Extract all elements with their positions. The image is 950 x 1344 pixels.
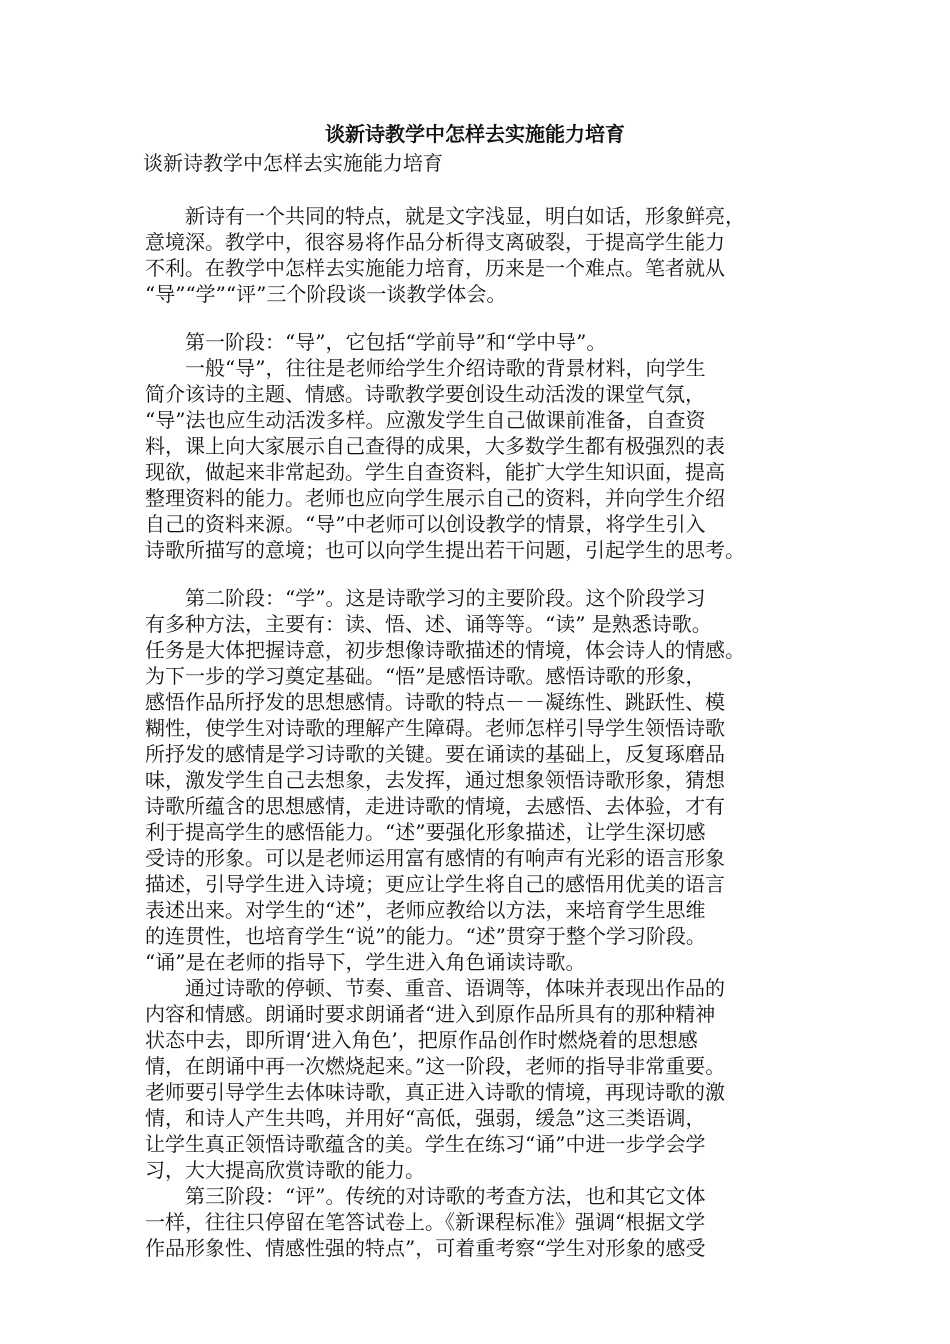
body-line: 有多种方法，主要有：读、悟、述、诵等等。“读” 是熟悉诗歌。	[145, 612, 712, 636]
body-line: “诵”是在老师的指导下，学生进入角色诵读诗歌。	[145, 950, 586, 974]
body-line: 意境深。教学中，很容易将作品分析得支离破裂，于提高学生能力	[145, 230, 725, 254]
body-line: 整理资料的能力。老师也应向学生展示自己的资料，并向学生介绍	[145, 486, 725, 510]
body-line: 情，和诗人产生共鸣，并用好“高低，强弱，缓急”这三类语调，	[145, 1106, 706, 1130]
body-line: 的连贯性，也培育学生“说”的能力。“述”贯穿于整个学习阶段。	[145, 924, 706, 948]
body-line: 料，课上向大家展示自己查得的成果，大多数学生都有极强烈的表	[145, 434, 725, 458]
body-line: 第三阶段：“评”。传统的对诗歌的考查方法，也和其它文体	[145, 1184, 706, 1208]
body-line: “导”“学”“评”三个阶段谈一谈教学体会。	[145, 282, 507, 306]
body-line: 利于提高学生的感悟能力。“述”要强化形象描述，让学生深切感	[145, 820, 706, 844]
body-line: 情，在朗诵中再一次燃烧起来。”这一阶段，老师的指导非常重要。	[145, 1054, 726, 1078]
body-line: 老师要引导学生去体味诗歌，真正进入诗歌的情境，再现诗歌的激	[145, 1080, 725, 1104]
document-subtitle: 谈新诗教学中怎样去实施能力培育	[143, 151, 443, 175]
body-line: 让学生真正领悟诗歌蕴含的美。学生在练习“诵”中进一步学会学	[145, 1132, 706, 1156]
body-line: 第二阶段：“学”。这是诗歌学习的主要阶段。这个阶段学习	[145, 586, 706, 610]
body-line: 任务是大体把握诗意，初步想像诗歌描述的情境，体会诗人的情感。	[145, 638, 745, 662]
body-line: 为下一步的学习奠定基础。“悟”是感悟诗歌。感悟诗歌的形象，	[145, 664, 706, 688]
body-line: 一样，往往只停留在笔答试卷上。《新课程标准》强调“根据文学	[145, 1210, 706, 1234]
body-line: 诗歌所蕴含的思想感情，走进诗歌的情境，去感悟、去体验，才有	[145, 794, 725, 818]
body-line: 所抒发的感情是学习诗歌的关键。要在诵读的基础上，反复琢磨品	[145, 742, 725, 766]
body-line: 一般“导”，往往是老师给学生介绍诗歌的背景材料，向学生	[145, 356, 706, 380]
body-line: 糊性，使学生对诗歌的理解产生障碍。老师怎样引导学生领悟诗歌	[145, 716, 725, 740]
body-line: 新诗有一个共同的特点，就是文字浅显，明白如话，形象鲜亮，	[145, 204, 745, 228]
body-line: 自己的资料来源。“导”中老师可以创设教学的情景，将学生引入	[145, 512, 706, 536]
document-title: 谈新诗教学中怎样去实施能力培育	[325, 122, 625, 146]
body-line: 内容和情感。朗诵时要求朗诵者“进入到原作品所具有的那种精神	[145, 1002, 716, 1026]
body-line: 味，激发学生自己去想象，去发挥，通过想象领悟诗歌形象，猜想	[145, 768, 725, 792]
body-line: 习，大大提高欣赏诗歌的能力。	[145, 1158, 425, 1182]
body-line: 状态中去，即所谓‘进入角色’，把原作品创作时燃烧着的思想感	[145, 1028, 698, 1052]
body-line: 简介该诗的主题、情感。诗歌教学要创设生动活泼的课堂气氛，	[145, 382, 705, 406]
body-line: 通过诗歌的停顿、节奏、重音、语调等，体味并表现出作品的	[145, 976, 725, 1000]
body-line: 不利。在教学中怎样去实施能力培育，历来是一个难点。笔者就从	[145, 256, 725, 280]
body-line: 第一阶段：“导”，它包括“学前导”和“学中导”。	[145, 330, 607, 354]
body-line: 诗歌所描写的意境；也可以向学生提出若干问题，引起学生的思考。	[145, 538, 745, 562]
body-line: 现欲，做起来非常起劲。学生自查资料，能扩大学生知识面，提高	[145, 460, 725, 484]
body-line: 描述，引导学生进入诗境；更应让学生将自己的感悟用优美的语言	[145, 872, 725, 896]
body-line: 受诗的形象。可以是老师运用富有感情的有响声有光彩的语言形象	[145, 846, 725, 870]
body-line: “导”法也应生动活泼多样。应激发学生自己做课前准备，自查资	[145, 408, 706, 432]
body-line: 表述出来。对学生的“述”，老师应教给以方法，来培育学生思维	[145, 898, 706, 922]
body-line: 感悟作品所抒发的思想感情。诗歌的特点－－凝练性、跳跃性、模	[145, 690, 725, 714]
body-line: 作品形象性、情感性强的特点”，可着重考察“学生对形象的感受	[145, 1236, 706, 1260]
